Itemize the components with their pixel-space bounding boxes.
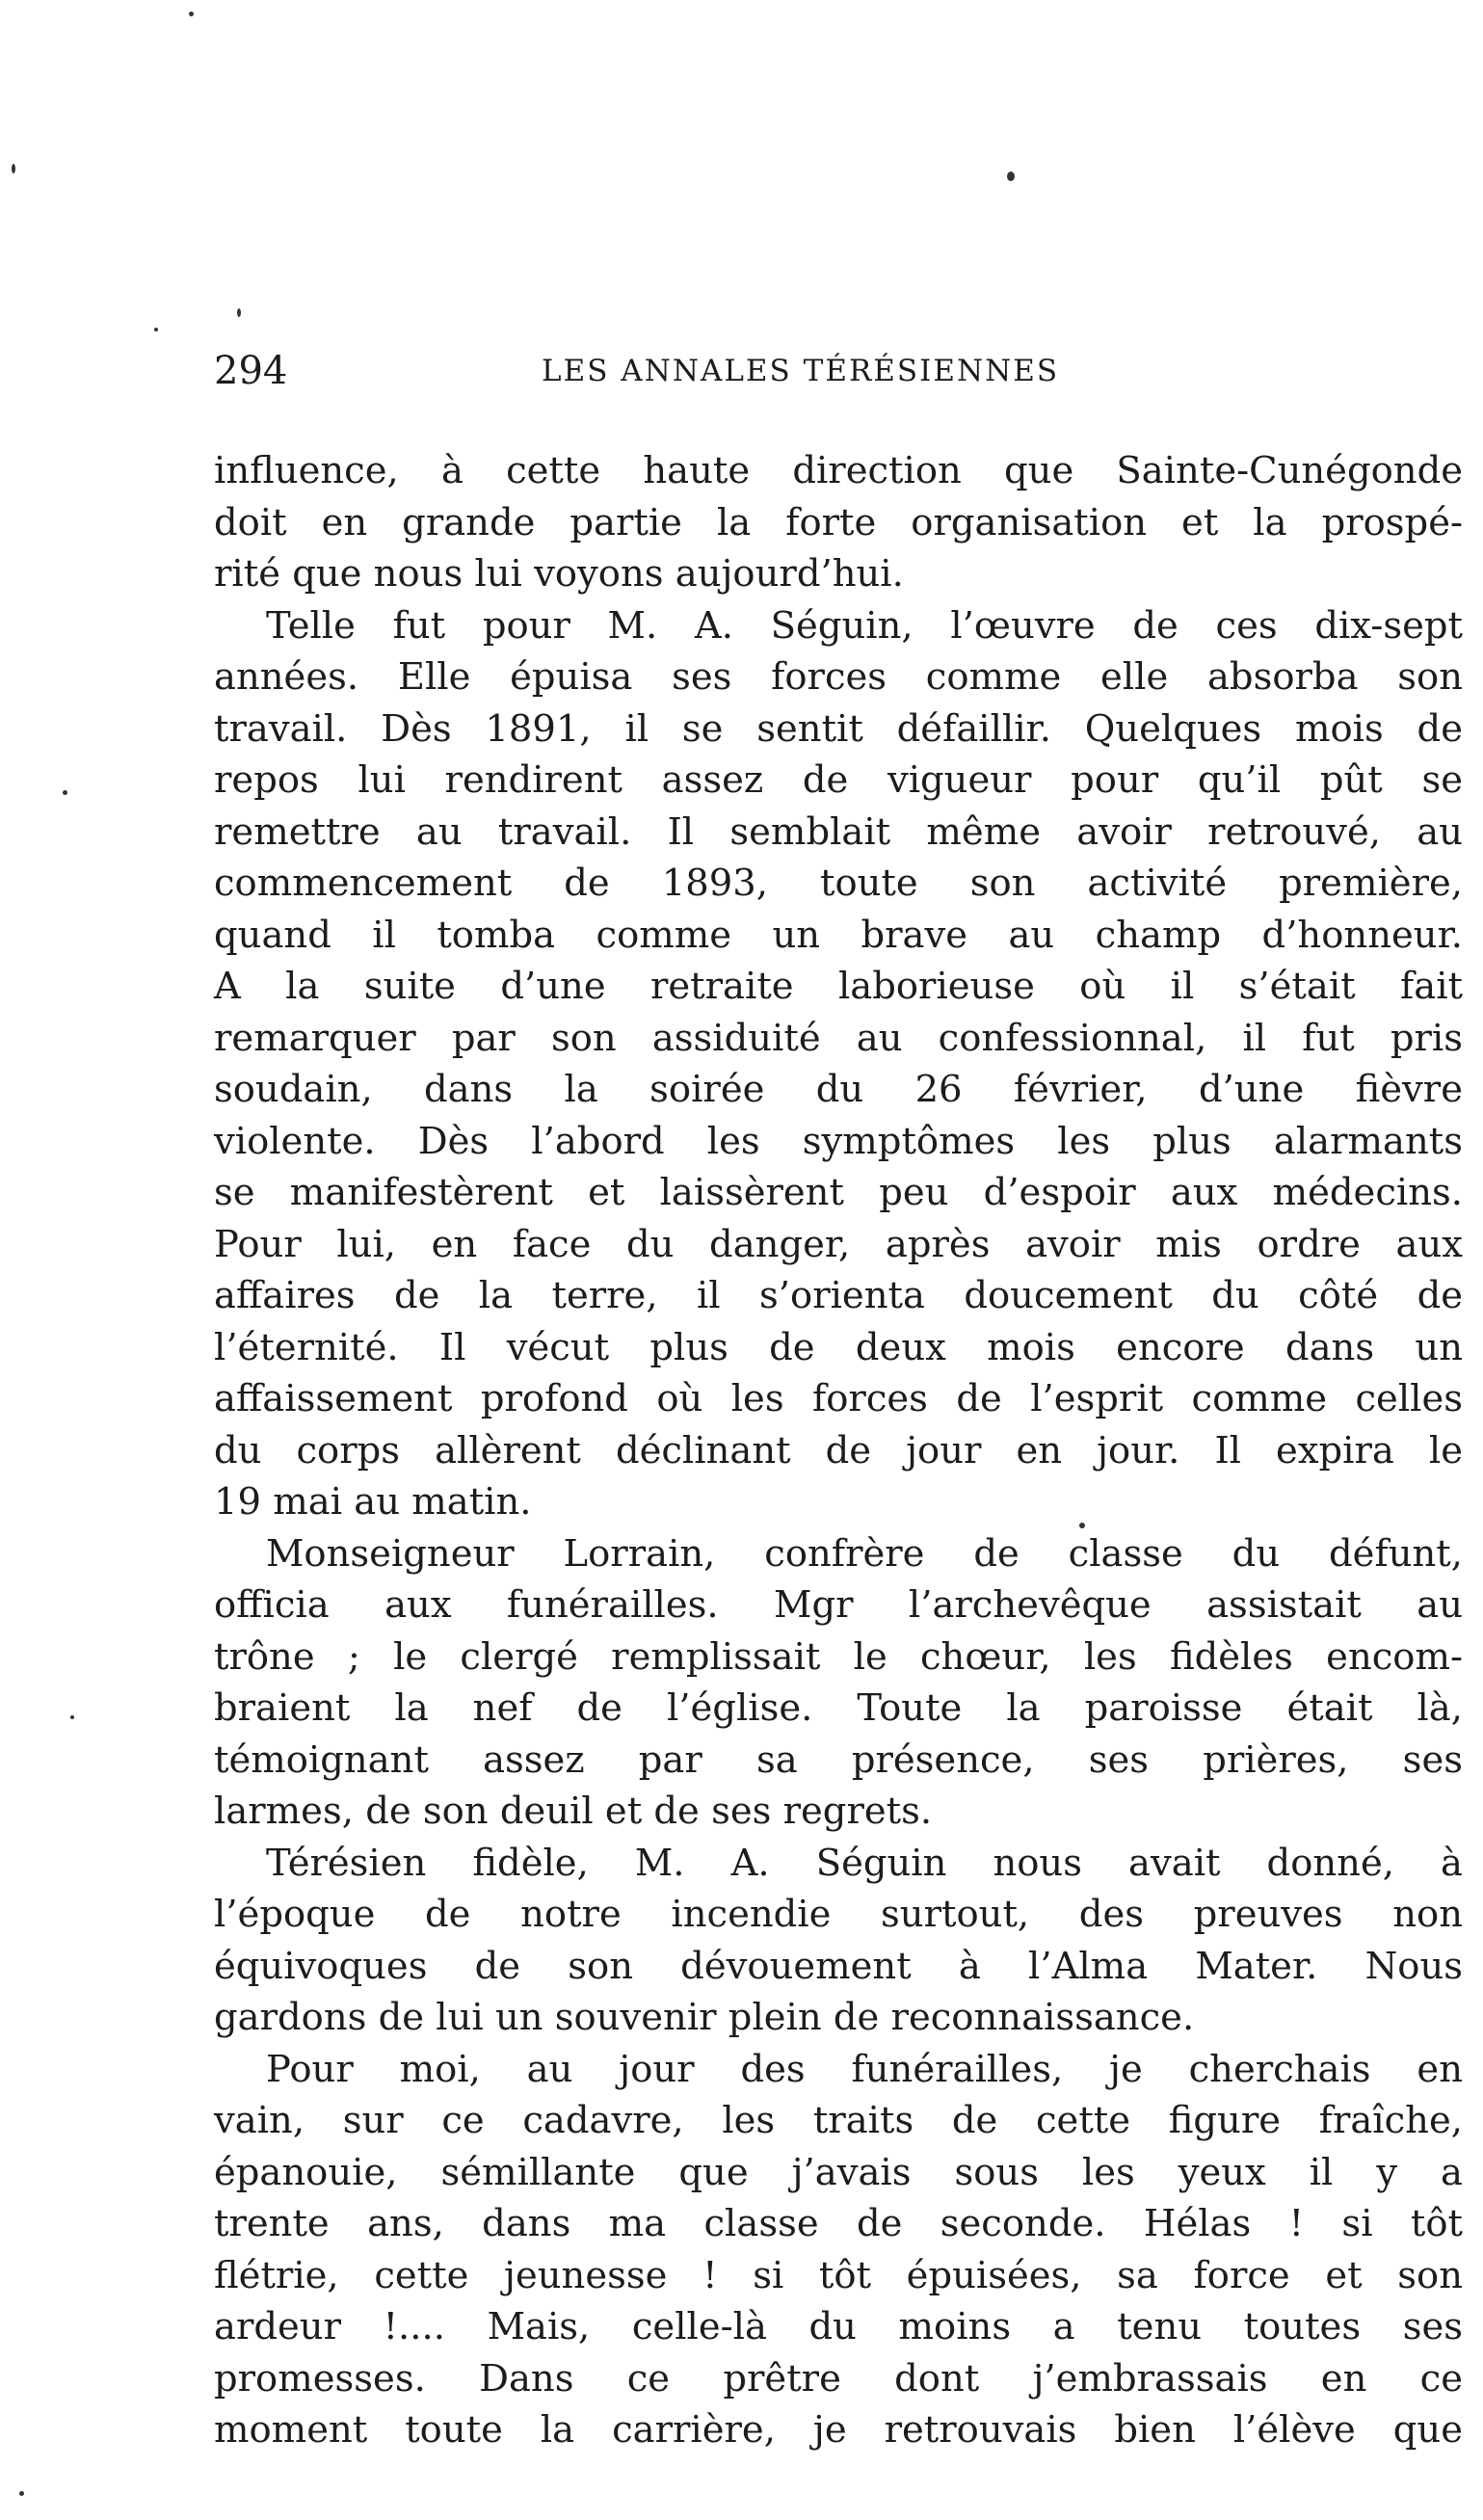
text-line: équivoques de son dévouement à l’Alma Mater. Nous xyxy=(214,1944,1463,1988)
text-line: influence, à cette haute direction que Sainte-Cunégonde xyxy=(214,449,1463,492)
text-line: gardons de lui un souvenir plein de reconnaissance. xyxy=(214,1996,1195,2039)
text-line: l’éternité. Il vécut plus de deux mois encore dans un xyxy=(214,1325,1463,1369)
text-line: affaires de la terre, il s’orienta doucement du côté de xyxy=(214,1274,1463,1317)
text-line: commencement de 1893, toute son activité première, xyxy=(214,862,1463,905)
text-line: ardeur !.... Mais, celle-là du moins a tenu toutes ses xyxy=(214,2305,1463,2348)
text-line: trente ans, dans ma classe de seconde. Hélas ! si tôt xyxy=(214,2202,1463,2245)
text-line: témoignant assez par sa présence, ses prières, ses xyxy=(214,1737,1463,1782)
text-line: Pour moi, au jour des funérailles, je cherchais en xyxy=(266,2047,1463,2091)
text-line: violente. Dès l’abord les symptômes les plus alarmants xyxy=(214,1119,1463,1163)
text-line: vain, sur ce cadavre, les traits de cette figure fraîche, xyxy=(214,2099,1463,2142)
text-line: du corps allèrent déclinant de jour en jour. Il expira le xyxy=(214,1428,1463,1472)
page-header xyxy=(214,342,1467,400)
text-line: braient la nef de l’église. Toute la paroisse était là, xyxy=(214,1686,1463,1730)
text-line: épanouie, sémillante que j’avais sous les yeux il y a xyxy=(214,2150,1463,2194)
scan-speck xyxy=(19,2491,24,2496)
text-line: quand il tomba comme un brave au champ d’honneur. xyxy=(214,913,1463,957)
text-line: promesses. Dans ce prêtre dont j’embrassais en ce xyxy=(214,2356,1463,2401)
text-line: travail. Dès 1891, il se sentit défaillir. Quelques mois de xyxy=(214,706,1463,751)
text-line: Monseigneur Lorrain, confrère de classe du défunt, xyxy=(266,1531,1463,1576)
text-line: Pour lui, en face du danger, après avoir mis ordre aux xyxy=(214,1222,1463,1266)
text-line: soudain, dans la soirée du 26 février, d’une fièvre xyxy=(214,1068,1463,1111)
text-line: remarquer par son assiduité au confessionnal, il fut pris xyxy=(214,1016,1463,1060)
text-line: se manifestèrent et laissèrent peu d’espoir aux médecins. xyxy=(214,1171,1463,1214)
scan-speck xyxy=(70,1715,74,1719)
running-title: LES ANNALES TÉRÉSIENNES xyxy=(542,354,1060,388)
text-line: 19 mai au matin. xyxy=(214,1480,532,1524)
scan-speck xyxy=(1007,172,1015,181)
scan-speck xyxy=(63,790,67,795)
text-line: Telle fut pour M. A. Séguin, l’œuvre de ces dix-sept xyxy=(266,603,1463,648)
text-line: affaissement profond où les forces de l’esprit comme celles xyxy=(214,1377,1463,1420)
scan-speck xyxy=(237,308,241,317)
text-line: repos lui rendirent assez de vigueur pour qu’il pût se xyxy=(214,758,1463,802)
text-line: années. Elle épuisa ses forces comme elle absorba son xyxy=(214,655,1463,699)
text-line: larmes, de son deuil et de ses regrets. xyxy=(214,1790,933,1833)
scan-speck xyxy=(1079,1523,1085,1528)
scan-speck xyxy=(12,164,15,173)
text-line: Térésien fidèle, M. A. Séguin nous avait donné, à xyxy=(266,1841,1463,1885)
body-text xyxy=(214,445,1463,2456)
text-line: doit en grande partie la forte organisation et la prospé- xyxy=(214,500,1463,544)
text-line: flétrie, cette jeunesse ! si tôt épuisées, sa force et son xyxy=(214,2253,1463,2297)
scan-speck xyxy=(189,12,194,16)
text-line: officia aux funérailles. Mgr l’archevêque assistait au xyxy=(214,1583,1463,1627)
text-line: remettre au travail. Il semblait même avoir retrouvé, au xyxy=(214,809,1463,854)
page-number: 294 xyxy=(214,349,288,393)
text-line: rité que nous lui voyons aujourd’hui. xyxy=(214,552,904,596)
text-line: A la suite d’une retraite laborieuse où il s’était fait xyxy=(214,965,1463,1008)
text-line: moment toute la carrière, je retrouvais bien l’élève que xyxy=(214,2408,1463,2452)
scan-speck xyxy=(154,328,158,332)
text-line: trône ; le clergé remplissait le chœur, les fidèles encom- xyxy=(214,1634,1463,1679)
text-line: l’époque de notre incendie surtout, des preuves non xyxy=(214,1893,1463,1936)
